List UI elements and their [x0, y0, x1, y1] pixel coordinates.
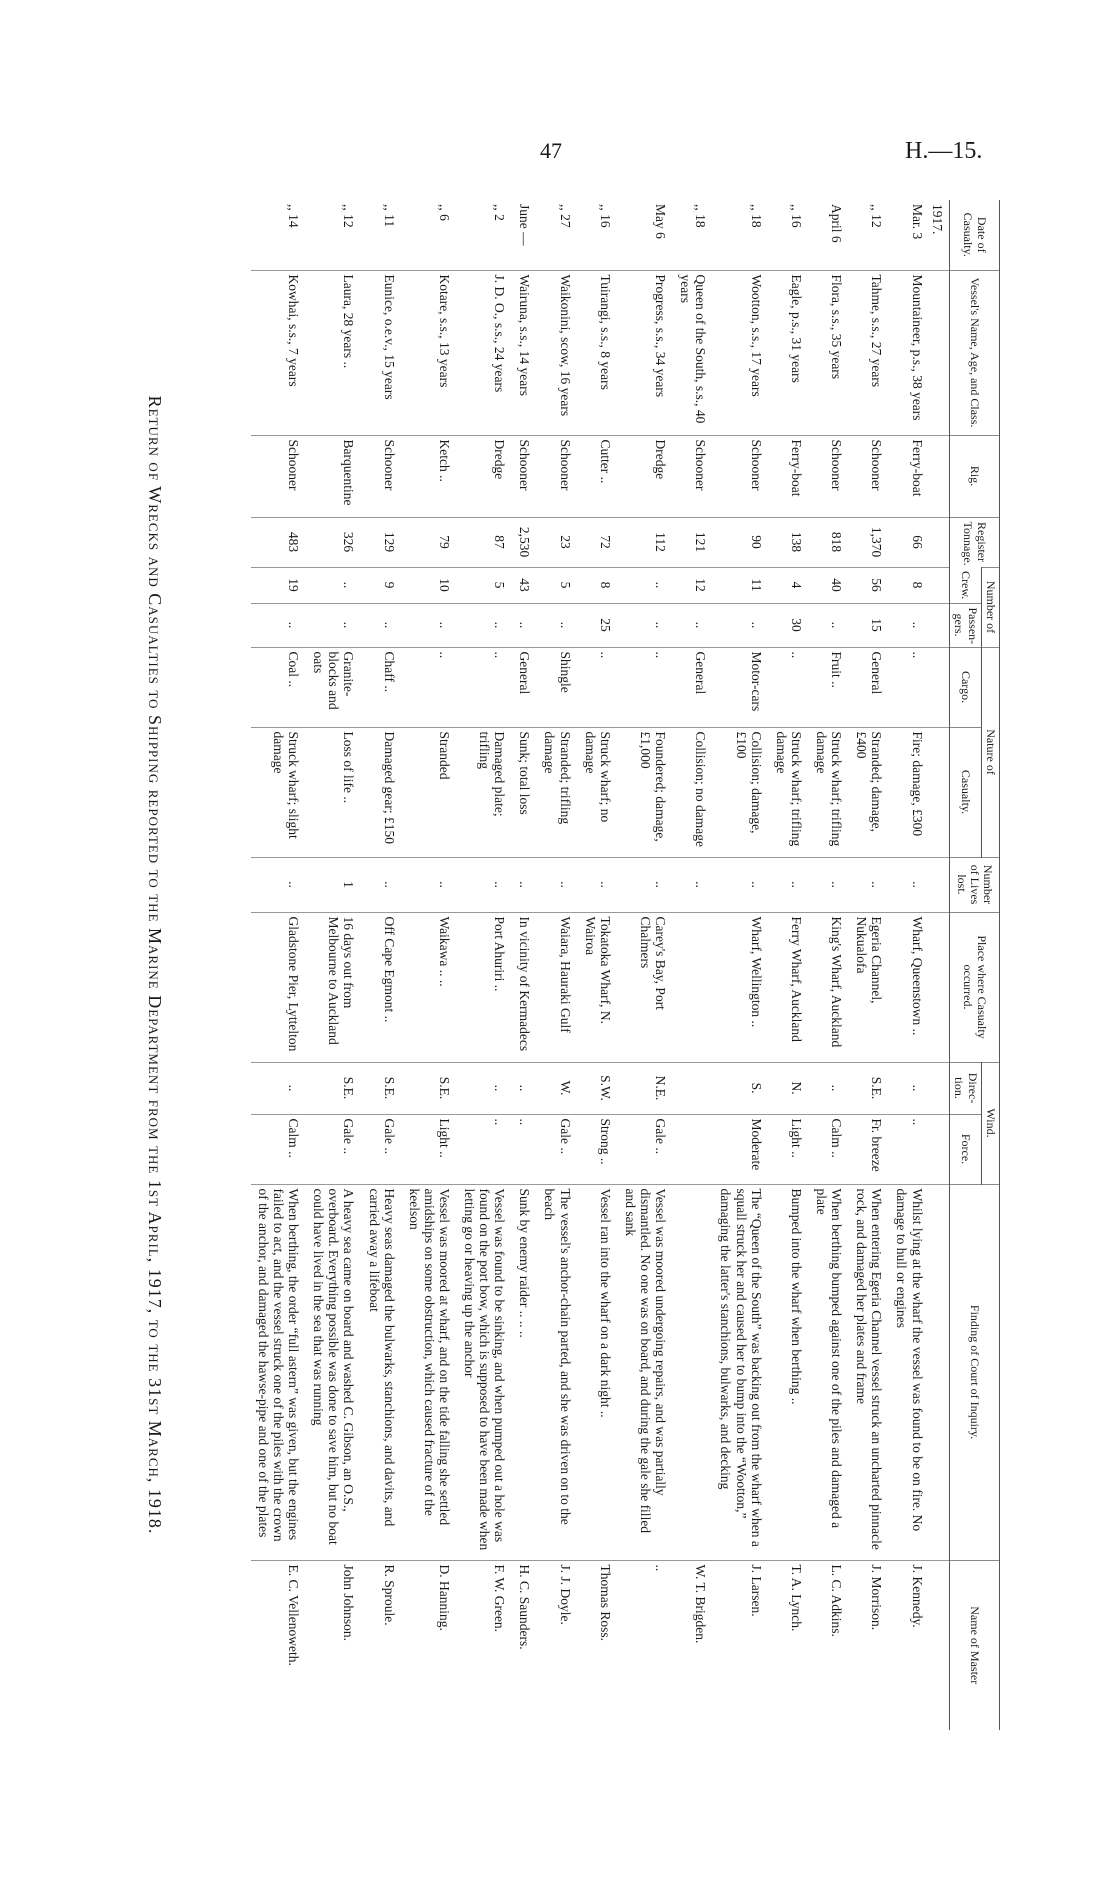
cell-crew: 4 — [769, 567, 809, 603]
table-row — [512, 200, 537, 1730]
header-tonnage: Register Tonnage. — [949, 517, 999, 567]
cell-finding: When berthing, the order “full astern” was given, but the engines failed to act, and the vessel struck one of the piles with the crown of the anchor, and damaged the hawse-pipe and one of the plates — [251, 1184, 306, 1560]
cell-place: Ferry Wharf, Auckland — [769, 912, 809, 1062]
cell-finding: Bumped into the wharf when berthing .. — [769, 1184, 809, 1560]
cell-finding: Vessel ran into the wharf on a dark night .. — [578, 1184, 618, 1560]
cell-passengers: .. — [306, 603, 361, 647]
cell-cargo: .. — [889, 647, 929, 727]
table-row — [618, 200, 673, 1730]
year-label: 1917. — [929, 204, 945, 235]
cell-finding: Vessel was moored undergoing repairs, and was partially dismantled. No one was on board, and during the gale she filled and sank — [618, 1184, 673, 1560]
cell-tonnage: 483 — [251, 517, 306, 567]
cell-rig: Dredge — [457, 435, 512, 517]
cell-passengers: .. — [402, 603, 457, 647]
cell-casualty: Fire; damage, £300 — [889, 727, 929, 857]
cell-passengers: .. — [618, 603, 673, 647]
cell-direction: S. — [713, 1062, 768, 1114]
cell-master: D. Hanning. — [402, 1560, 457, 1730]
cell-master: .. — [618, 1560, 673, 1730]
document-reference: H.—15. — [905, 138, 983, 164]
cell-finding: Vessel was moored at wharf, and on the tide falling she settled amidships on some obstruction, which caused fracture of the keelson — [402, 1184, 457, 1560]
cell-master: John Johnson. — [306, 1560, 361, 1730]
cell-tonnage: 2,530 — [512, 517, 537, 567]
cell-direction: N.E. — [618, 1062, 673, 1114]
cell-vessel: Mountaineer, p.s., 38 years — [889, 270, 929, 435]
cell-lives: .. — [512, 857, 537, 912]
cell-force: Gale .. — [361, 1114, 401, 1184]
table-row — [251, 200, 306, 1730]
cell-lives: .. — [361, 857, 401, 912]
cell-date: ,, 16 — [597, 204, 613, 228]
cell-date: June — — [517, 204, 533, 246]
cell-casualty: Loss of life .. — [306, 727, 361, 857]
cell-cargo: .. — [578, 647, 618, 727]
cell-place: Waikawa .. .. — [402, 912, 457, 1062]
cell-force: Light .. — [402, 1114, 457, 1184]
cell-master: J. J. Doyle. — [537, 1560, 577, 1730]
cell-finding: Sunk by enemy raider .. .. .. — [512, 1184, 537, 1560]
cell-crew: 40 — [809, 567, 849, 603]
cell-lives: .. — [618, 857, 673, 912]
cell-direction: S.E. — [402, 1062, 457, 1114]
table-row — [849, 200, 889, 1730]
cell-passengers: .. — [713, 603, 768, 647]
cell-date: ,, 18 — [693, 204, 709, 228]
cell-lives: .. — [251, 857, 306, 912]
cell-cargo: .. — [769, 647, 809, 727]
cell-force: Gale .. — [537, 1114, 577, 1184]
table-row — [769, 200, 809, 1730]
cell-finding: Whilst lying at the wharf the vessel was found to be on fire. No damage to hull or engines — [889, 1184, 929, 1560]
cell-casualty: Foundered; damage, £1,000 — [618, 727, 673, 857]
cell-place: 16 days out from Melbourne to Auckland — [306, 912, 361, 1062]
cell-passengers: .. — [457, 603, 512, 647]
table-row — [361, 200, 401, 1730]
cell-vessel: Kowhai, s.s., 7 years — [251, 270, 306, 435]
cell-force: .. — [512, 1114, 537, 1184]
cell-vessel: Eagle, p.s., 31 years — [769, 270, 809, 435]
cell-master: Thomas Ross. — [578, 1560, 618, 1730]
cell-direction: .. — [512, 1062, 537, 1114]
header-cargo: Cargo. — [949, 647, 981, 727]
cell-direction: S.E. — [849, 1062, 889, 1114]
cell-rig: Schooner — [809, 435, 849, 517]
cell-cargo: Fruit .. — [809, 647, 849, 727]
cell-crew: 9 — [361, 567, 401, 603]
cell-vessel: Flora, s.s., 35 years — [809, 270, 849, 435]
table-row — [673, 200, 713, 1730]
cell-force: Calm .. — [251, 1114, 306, 1184]
cell-crew: 43 — [512, 567, 537, 603]
cell-force: .. — [889, 1114, 929, 1184]
cell-direction: .. — [809, 1062, 849, 1114]
cell-passengers: .. — [809, 603, 849, 647]
cell-tonnage: 112 — [618, 517, 673, 567]
header-finding: Finding of Court of Inquiry. — [949, 1184, 999, 1560]
cell-date: ,, 18 — [748, 204, 764, 228]
cell-master: F. W. Green. — [457, 1560, 512, 1730]
cell-crew: 11 — [713, 567, 768, 603]
cell-direction — [673, 1062, 713, 1114]
cell-master: W. T. Brigden. — [673, 1560, 713, 1730]
table-row — [713, 200, 768, 1730]
cell-tonnage: 87 — [457, 517, 512, 567]
cell-tonnage: 121 — [673, 517, 713, 567]
cell-tonnage: 66 — [889, 517, 929, 567]
header-vessel: Vessel's Name, Age, and Class. — [949, 270, 999, 435]
cell-date: ,, 6 — [436, 204, 452, 221]
cell-casualty: Stranded — [402, 727, 457, 857]
cell-finding: When entering Egeria Channel vessel struck an uncharted pinnacle rock, and damaged her plates and frame — [849, 1184, 889, 1560]
cell-finding — [673, 1184, 713, 1560]
cell-direction: S.E. — [361, 1062, 401, 1114]
cell-lives: .. — [673, 857, 713, 912]
cell-date: ,, 11 — [381, 204, 397, 228]
cell-date: April 6 — [829, 204, 845, 243]
cell-passengers: .. — [673, 603, 713, 647]
cell-crew: 8 — [889, 567, 929, 603]
cell-place: Port Ahuriri .. — [457, 912, 512, 1062]
page-number: 47 — [540, 138, 562, 163]
cell-place: Wharf, Queenstown .. — [889, 912, 929, 1062]
cell-rig: Schooner — [251, 435, 306, 517]
cell-cargo: Granite-blocks and oats — [306, 647, 361, 727]
header-nature-of: Nature of — [981, 647, 999, 857]
cell-force: Calm .. — [809, 1114, 849, 1184]
cell-rig: Ketch .. — [402, 435, 457, 517]
cell-direction: .. — [251, 1062, 306, 1114]
cell-cargo: .. — [457, 647, 512, 727]
cell-master: T. A. Lynch. — [769, 1560, 809, 1730]
cell-master: J. Larsen. — [713, 1560, 768, 1730]
cell-place: Tokatoka Wharf, N. Wairoa — [578, 912, 618, 1062]
cell-place: Waiara, Hauraki Gulf — [537, 912, 577, 1062]
cell-vessel: Tuirangi, s.s., 8 years — [578, 270, 618, 435]
header-date: Date of Casualty. — [949, 200, 999, 270]
cell-cargo: Chaff .. — [361, 647, 401, 727]
cell-vessel: Laura, 28 years .. — [306, 270, 361, 435]
cell-rig: Schooner — [713, 435, 768, 517]
cell-passengers: .. — [537, 603, 577, 647]
cell-place: Off Cape Egmont .. — [361, 912, 401, 1062]
cell-passengers: .. — [512, 603, 537, 647]
cell-date: ,, 12 — [869, 204, 885, 228]
cell-lives: .. — [713, 857, 768, 912]
cell-crew: 12 — [673, 567, 713, 603]
cell-casualty: Stranded; damage, £400 — [849, 727, 889, 857]
cell-place: Gladstone Pier, Lyttelton — [251, 912, 306, 1062]
cell-crew: 19 — [251, 567, 306, 603]
cell-passengers: 30 — [769, 603, 809, 647]
header-master: Name of Master — [949, 1560, 999, 1730]
cell-rig: Dredge — [618, 435, 673, 517]
cell-vessel: J. D. O., s.s., 24 years — [457, 270, 512, 435]
cell-tonnage: 1,370 — [849, 517, 889, 567]
cell-direction: .. — [889, 1062, 929, 1114]
header-number-of: Number of — [981, 567, 999, 647]
cell-crew: 10 — [402, 567, 457, 603]
cell-passengers: .. — [889, 603, 929, 647]
cell-tonnage: 818 — [809, 517, 849, 567]
cell-place — [673, 912, 713, 1062]
table-row — [809, 200, 849, 1730]
cell-casualty: Struck wharf; trifling damage — [809, 727, 849, 857]
header-rig: Rig. — [949, 435, 999, 517]
table-row — [537, 200, 577, 1730]
cell-cargo: Coal .. — [251, 647, 306, 727]
table-row — [578, 200, 618, 1730]
cell-cargo: .. — [402, 647, 457, 727]
year-row — [930, 200, 950, 1730]
cell-lives: .. — [578, 857, 618, 912]
cell-master: R. Sproule. — [361, 1560, 401, 1730]
cell-vessel: Wairuna, s.s., 14 years — [512, 270, 537, 435]
cell-passengers: .. — [361, 603, 401, 647]
cell-tonnage: 129 — [361, 517, 401, 567]
cell-casualty: Stranded; trifling damage — [537, 727, 577, 857]
cell-force — [673, 1114, 713, 1184]
cell-tonnage: 138 — [769, 517, 809, 567]
cell-crew: 56 — [849, 567, 889, 603]
cell-finding: A heavy sea came on board and washed C. Gibson, an O.S., overboard. Everything possible was done to save him, but no boat could have lived in the sea that was running — [306, 1184, 361, 1560]
cell-direction: W. — [537, 1062, 577, 1114]
casualty-table — [251, 200, 1000, 1730]
cell-date: ,, 12 — [341, 204, 357, 228]
header-passengers: Passen-gers. — [949, 603, 981, 647]
cell-cargo: Shingle — [537, 647, 577, 727]
cell-passengers: 25 — [578, 603, 618, 647]
header-place: Place where Casualty occurred. — [949, 912, 999, 1062]
cell-tonnage: 72 — [578, 517, 618, 567]
cell-lives: .. — [402, 857, 457, 912]
table-row — [457, 200, 512, 1730]
cell-rig: Schooner — [673, 435, 713, 517]
cell-force: .. — [457, 1114, 512, 1184]
table-row — [889, 200, 929, 1730]
cell-rig: Schooner — [849, 435, 889, 517]
cell-rig: Ferry-boat — [769, 435, 809, 517]
cell-rig: Schooner — [512, 435, 537, 517]
cell-place: Carey's Bay, Port Chalmers — [618, 912, 673, 1062]
cell-crew: .. — [618, 567, 673, 603]
header-wind: Wind. — [981, 1062, 999, 1184]
cell-force: Moderate — [713, 1114, 768, 1184]
cell-rig: Barquentine — [306, 435, 361, 517]
cell-master: H. C. Saunders. — [512, 1560, 537, 1730]
cell-cargo: General — [849, 647, 889, 727]
header-lives-lost: Number of Lives lost. — [949, 857, 999, 912]
cell-vessel: Waikonini, scow, 16 years — [537, 270, 577, 435]
cell-lives: .. — [849, 857, 889, 912]
cell-direction: .. — [457, 1062, 512, 1114]
cell-cargo: General — [512, 647, 537, 727]
cell-direction: S.E. — [306, 1062, 361, 1114]
table-row — [306, 200, 361, 1730]
table-row — [402, 200, 457, 1730]
cell-place: In vicinity of Kermadecs — [512, 912, 537, 1062]
cell-lives: .. — [457, 857, 512, 912]
cell-direction: N. — [769, 1062, 809, 1114]
header-casualty: Casualty. — [949, 727, 981, 857]
cell-cargo: .. — [618, 647, 673, 727]
cell-force: Gale .. — [306, 1114, 361, 1184]
cell-crew: 8 — [578, 567, 618, 603]
cell-rig: Ferry-boat — [889, 435, 929, 517]
cell-master: J. Morrison. — [849, 1560, 889, 1730]
cell-date: Mar. 3 — [909, 204, 925, 240]
cell-master: L. C. Adkins. — [809, 1560, 849, 1730]
cell-finding: Heavy seas damaged the bulwarks, stanchions, and davits, and carried away a lifeboat — [361, 1184, 401, 1560]
cell-tonnage: 23 — [537, 517, 577, 567]
cell-crew: 5 — [537, 567, 577, 603]
cell-casualty: Struck wharf; no damage — [578, 727, 618, 857]
cell-lives: .. — [537, 857, 577, 912]
cell-lives: .. — [889, 857, 929, 912]
cell-cargo: Motor-cars — [713, 647, 768, 727]
cell-casualty: Collision; damage, £100 — [713, 727, 768, 857]
cell-casualty: Sunk; total loss — [512, 727, 537, 857]
cell-finding: The “Queen of the South” was backing out from the wharf when a squall struck her and caused her to bump into the “Wootton,” damaging the latter's stanchions, bulwarks, and decking — [713, 1184, 768, 1560]
cell-place: King's Wharf, Auckland — [809, 912, 849, 1062]
cell-force: Fr. breeze — [849, 1114, 889, 1184]
cell-passengers: .. — [251, 603, 306, 647]
cell-vessel: Eunice, o.e.v., 15 years — [361, 270, 401, 435]
cell-rig: Schooner — [537, 435, 577, 517]
cell-casualty: Struck wharf; trifling damage — [769, 727, 809, 857]
cell-date: ,, 16 — [788, 204, 804, 228]
cell-date: ,, 2 — [492, 204, 508, 221]
cell-vessel: Queen of the South, s.s., 40 years — [673, 270, 713, 435]
cell-vessel: Kotare, s.s., 13 years — [402, 270, 457, 435]
cell-direction: S.W. — [578, 1062, 618, 1114]
cell-lives: 1 — [306, 857, 361, 912]
cell-place: Wharf, Wellington .. — [713, 912, 768, 1062]
cell-vessel: Tahme, s.s., 27 years — [849, 270, 889, 435]
cell-casualty: Damaged plate; trifling — [457, 727, 512, 857]
cell-vessel: Wootton, s.s., 17 years — [713, 270, 768, 435]
cell-finding: When berthing bumped against one of the piles and damaged a plate — [809, 1184, 849, 1560]
cell-casualty: Struck wharf; slight damage — [251, 727, 306, 857]
cell-rig: Schooner — [361, 435, 401, 517]
cell-lives: .. — [769, 857, 809, 912]
cell-place: Egeria Channel, Nukualofa — [849, 912, 889, 1062]
cell-finding: The vessel's anchor-chain parted, and she was driven on to the beach — [537, 1184, 577, 1560]
cell-tonnage: 326 — [306, 517, 361, 567]
header-wind-direction: Direc-tion. — [949, 1062, 981, 1114]
cell-master: J. Kennedy. — [889, 1560, 929, 1730]
cell-force: Light .. — [769, 1114, 809, 1184]
cell-tonnage: 79 — [402, 517, 457, 567]
cell-rig: Cutter .. — [578, 435, 618, 517]
cell-vessel: Progress, s.s., 34 years — [618, 270, 673, 435]
cell-cargo: General — [673, 647, 713, 727]
rotated-table-area — [130, 200, 1000, 1730]
cell-finding: Vessel was found to be sinking, and when pumped out a hole was found on the port bow, which is supposed to have been made when letting go or heaving up the anchor — [457, 1184, 512, 1560]
cell-tonnage: 90 — [713, 517, 768, 567]
cell-master: E. C. Vellenoweth. — [251, 1560, 306, 1730]
header-crew: Crew. — [949, 567, 981, 603]
cell-date: May 6 — [653, 204, 669, 239]
cell-crew: 5 — [457, 567, 512, 603]
cell-force: Strong .. — [578, 1114, 618, 1184]
cell-casualty: Collision; no damage — [673, 727, 713, 857]
header-wind-force: Force. — [949, 1114, 981, 1184]
cell-date: ,, 27 — [557, 204, 573, 228]
cell-date: ,, 14 — [286, 204, 302, 228]
cell-lives: .. — [809, 857, 849, 912]
cell-casualty: Damaged gear; £150 — [361, 727, 401, 857]
cell-passengers: 15 — [849, 603, 889, 647]
cell-crew: .. — [306, 567, 361, 603]
document-title: Return of Wrecks and Casualties to Shipping reported to the Marine Department from the 1st April, 1917, to the 31st March, 1918. — [145, 395, 165, 1535]
cell-force: Gale .. — [618, 1114, 673, 1184]
